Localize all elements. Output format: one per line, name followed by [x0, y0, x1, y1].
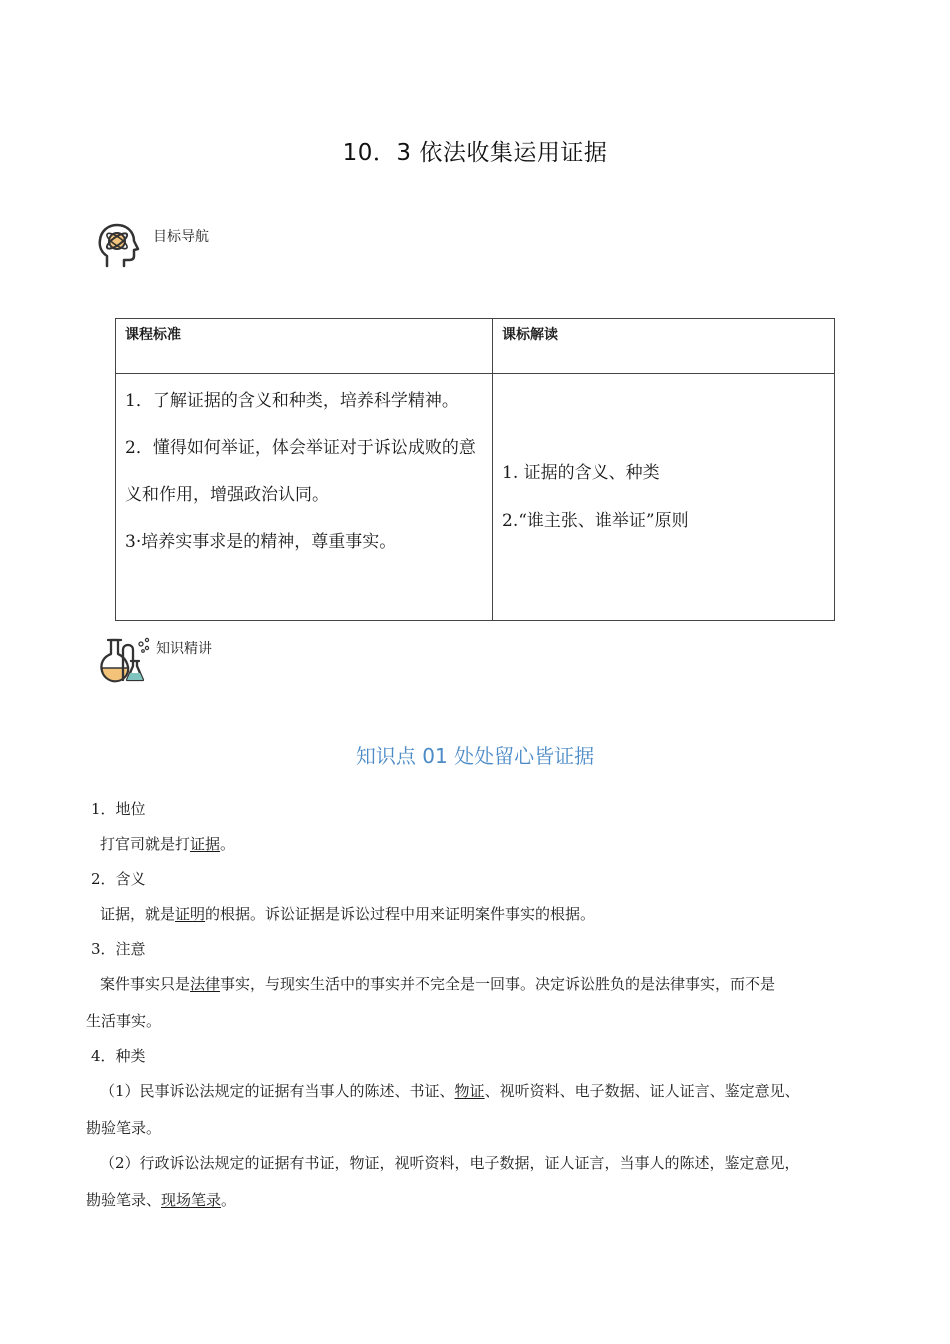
page-title: 10．3 依法收集运用证据 — [342, 140, 608, 166]
head-brain-icon — [97, 222, 141, 270]
item-text: 证据，就是证明的根据。诉讼证据是诉讼过程中用来证明案件事实的根据。 — [100, 905, 596, 923]
section-label-knowledge: 知识精讲 — [156, 641, 212, 657]
lab-flask-icon — [97, 636, 151, 684]
item-heading: 4．种类 — [91, 1047, 146, 1065]
table-header-interpretation: 课标解读 — [493, 319, 835, 374]
item-heading: 3．注意 — [91, 940, 146, 958]
item-text: （2）行政诉讼法规定的证据有书证，物证，视听资料，电子数据，证人证言，当事人的陈述，鉴定意见， — [100, 1154, 800, 1172]
underlined-keyword: 法律 — [190, 975, 221, 993]
interpretation-item: 1. 证据的含义、种类 — [502, 463, 660, 483]
standard-item: 2．懂得如何举证，体会举证对于诉讼成败的意义和作用，增强政治认同。 — [125, 438, 476, 505]
section-label-goal: 目标导航 — [153, 229, 209, 245]
item-heading: 2．含义 — [91, 870, 146, 888]
table-header-standard: 课程标准 — [116, 319, 493, 374]
item-text-continued: 勘验笔录、现场笔录。 — [86, 1191, 237, 1209]
curriculum-standards-table — [115, 318, 835, 621]
underlined-keyword: 证据 — [190, 835, 221, 853]
underlined-keyword: 现场笔录 — [161, 1191, 222, 1209]
underlined-keyword: 证明 — [175, 905, 206, 923]
interpretation-cell — [493, 374, 835, 621]
standard-item: 1．了解证据的含义和种类，培养科学精神。 — [125, 391, 459, 411]
item-text-continued: 生活事实。 — [86, 1012, 162, 1030]
knowledge-point-title: 知识点 01 处处留心皆证据 — [355, 744, 595, 768]
item-text: 案件事实只是法律事实，与现实生活中的事实并不完全是一回事。决定诉讼胜负的是法律事实，而不是 — [100, 975, 776, 993]
item-text: 打官司就是打证据。 — [100, 835, 236, 853]
item-text: （1）民事诉讼法规定的证据有当事人的陈述、书证、物证、视听资料、电子数据、证人证言、鉴定意见、 — [100, 1082, 800, 1100]
interpretation-item: 2.“谁主张、谁举证”原则 — [502, 511, 689, 531]
standard-item: 3·培养实事求是的精神，尊重事实。 — [125, 532, 397, 552]
item-heading: 1．地位 — [91, 800, 146, 818]
item-text-continued: 勘验笔录。 — [86, 1119, 162, 1137]
standards-cell — [116, 374, 493, 621]
underlined-keyword: 物证 — [454, 1082, 485, 1100]
